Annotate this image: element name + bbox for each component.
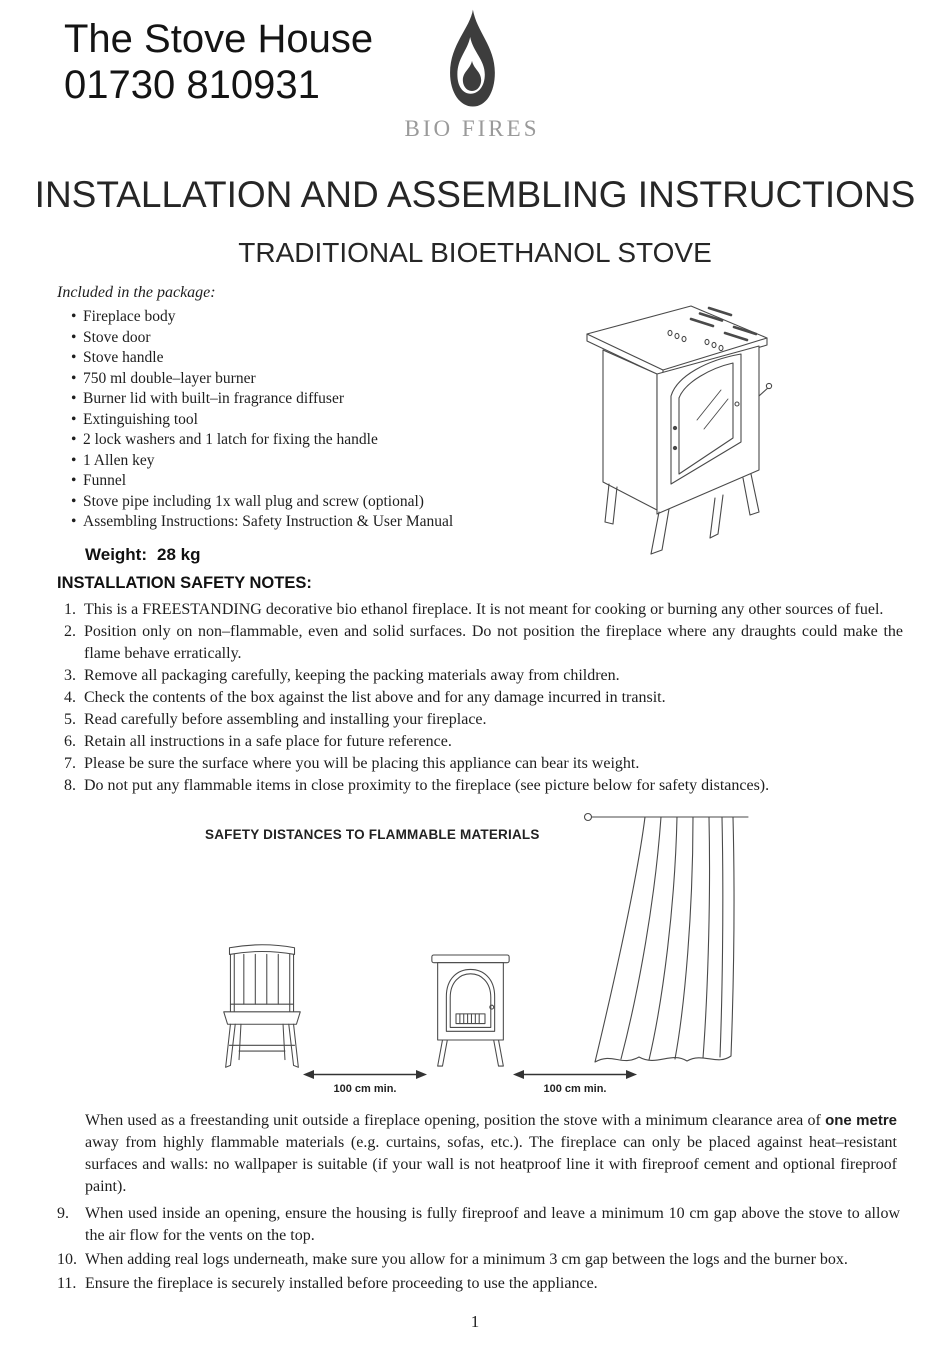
note-text: Check the contents of the box against the list above and for any damage incurred in transit. — [84, 689, 666, 706]
note-text: Do not put any flammable items in close proximity to the fireplace (see picture below for safety distances). — [84, 777, 770, 794]
package-item: • Assembling Instructions: Safety Instruction & User Manual — [57, 512, 562, 533]
note-text: This is a FREESTANDING decorative bio ethanol fireplace. It is not meant for cooking or burning any other sources of fuel. — [84, 601, 884, 618]
weight-line — [85, 545, 201, 565]
package-item: • 750 ml double–layer burner — [57, 369, 562, 390]
distance-arrow-left-icon — [303, 1068, 427, 1081]
brand-name: BIO FIRES — [404, 116, 540, 141]
note-number: 1. — [64, 601, 76, 618]
package-item: • Stove handle — [57, 348, 562, 369]
note-text: Read carefully before assembling and installing your fireplace. — [84, 711, 487, 728]
chair-illustration — [218, 944, 306, 1072]
note-number: 7. — [64, 755, 76, 772]
distance-label-right: 100 cm min. — [543, 1083, 607, 1095]
package-item: • Fireplace body — [57, 307, 562, 328]
distance-right — [513, 1068, 637, 1095]
note-number: 4. — [64, 689, 76, 706]
stove-illustration — [573, 292, 773, 584]
package-item: • Funnel — [57, 471, 562, 492]
weight-value: 28 kg — [157, 545, 201, 564]
package-section — [57, 284, 562, 533]
note-number: 10. — [57, 1251, 77, 1268]
closing-text-2: away from highly flammable materials (e.g. curtains, sofas, etc.). The fireplace can only be placed against heat–resistant surfaces and walls: no wallpaper is suitable (if your wall is not heatproof line it with fireproof cement and optional fireproof paint). — [85, 1134, 897, 1195]
final-note — [57, 1249, 900, 1271]
package-list — [57, 307, 562, 533]
safety-notes-heading: INSTALLATION SAFETY NOTES: — [57, 574, 312, 592]
safety-notes-list — [57, 599, 903, 797]
note-text: Retain all instructions in a safe place for future reference. — [84, 733, 452, 750]
safety-note — [57, 709, 903, 731]
company-block — [64, 16, 373, 108]
note-number: 5. — [64, 711, 76, 728]
closing-bold: one metre — [825, 1112, 897, 1129]
note-text: When used inside an opening, ensure the housing is fully fireproof and leave a minimum 10 cm gap above the stove to allow the air flow for the vents on the top. — [85, 1205, 900, 1244]
distance-label-left: 100 cm min. — [333, 1083, 397, 1095]
weight-label: Weight: — [85, 545, 148, 564]
flame-logo-icon — [440, 6, 504, 112]
note-number: 8. — [64, 777, 76, 794]
brand-block — [392, 6, 552, 142]
package-item: • Stove pipe including 1x wall plug and screw (optional) — [57, 492, 562, 513]
safety-note — [57, 687, 903, 709]
document-title: INSTALLATION AND ASSEMBLING INSTRUCTIONS — [34, 174, 916, 215]
note-text: When adding real logs underneath, make sure you allow for a minimum 3 cm gap between the logs and the burner box. — [85, 1251, 848, 1268]
package-heading: Included in the package: — [57, 284, 216, 301]
note-text: Ensure the fireplace is securely installed before proceeding to use the appliance. — [85, 1275, 598, 1292]
package-item: • Extinguishing tool — [57, 410, 562, 431]
package-item: • Stove door — [57, 328, 562, 349]
distance-arrow-right-icon — [513, 1068, 637, 1081]
page-number: 1 — [470, 1312, 480, 1331]
safety-note — [57, 775, 903, 797]
document-subtitle: TRADITIONAL BIOETHANOL STOVE — [238, 237, 712, 268]
company-phone: 01730 810931 — [64, 63, 320, 107]
safety-note — [57, 731, 903, 753]
safety-note — [57, 599, 903, 621]
closing-paragraph — [85, 1110, 897, 1198]
distance-left — [303, 1068, 427, 1095]
closing-text-1: When used as a freestanding unit outside a fireplace opening, position the stove with a minimum clearance area of — [85, 1112, 826, 1129]
package-item: • 2 lock washers and 1 latch for fixing the handle — [57, 430, 562, 451]
note-text: Remove all packaging carefully, keeping the packing materials away from children. — [84, 667, 620, 684]
safety-note — [57, 665, 903, 687]
final-notes-list — [57, 1203, 900, 1297]
package-item: • Burner lid with built–in fragrance diffuser — [57, 389, 562, 410]
final-note — [57, 1273, 900, 1295]
note-number: 3. — [64, 667, 76, 684]
note-number: 2. — [64, 623, 76, 640]
safety-note — [57, 753, 903, 775]
note-number: 9. — [57, 1205, 69, 1222]
safety-note — [57, 621, 903, 665]
company-name: The Stove House — [64, 17, 374, 61]
note-number: 6. — [64, 733, 76, 750]
package-item: • 1 Allen key — [57, 451, 562, 472]
curtain-illustration — [583, 810, 751, 1074]
final-note — [57, 1203, 900, 1247]
note-number: 11. — [57, 1275, 77, 1292]
diagram-caption: SAFETY DISTANCES TO FLAMMABLE MATERIALS — [205, 827, 540, 842]
note-text: Position only on non–flammable, even and solid surfaces. Do not position the fireplace where any draughts could make the flame behave erratically. — [84, 623, 903, 662]
stove-front-illustration — [428, 950, 513, 1072]
note-text: Please be sure the surface where you will be placing this appliance can bear its weight. — [84, 755, 640, 772]
